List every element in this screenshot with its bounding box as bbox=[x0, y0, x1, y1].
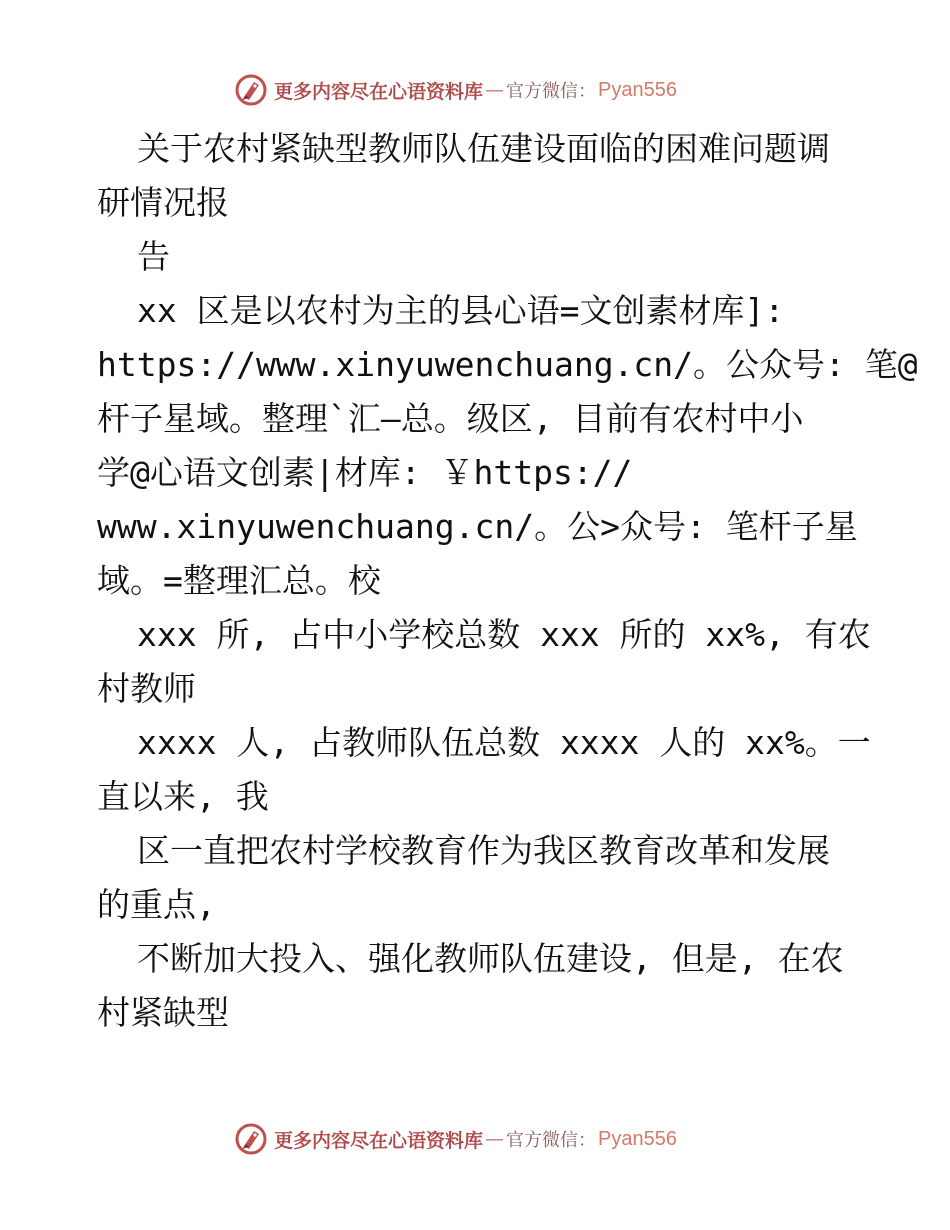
pen-nib-logo-icon bbox=[234, 1122, 268, 1156]
document-line: 的重点, bbox=[97, 885, 216, 924]
banner-separator: — bbox=[485, 1128, 505, 1150]
pen-nib-logo-icon bbox=[234, 73, 268, 107]
document-line: 村紧缺型 bbox=[97, 993, 229, 1032]
banner-brand-text: 更多内容尽在心语资料库 bbox=[274, 80, 484, 103]
banner-wechat-id: Pyan556 bbox=[598, 1127, 677, 1150]
banner-wechat-label: 官方微信： bbox=[506, 1130, 597, 1151]
banner-wechat-id: Pyan556 bbox=[598, 78, 677, 101]
document-line: 杆子星域。整理`汇—总。级区, 目前有农村中小 bbox=[97, 399, 804, 438]
document-line: 告 bbox=[137, 237, 170, 276]
banner-wechat-label: 官方微信： bbox=[506, 81, 597, 102]
document-line: www.xinyuwenchuang.cn/。公>众号: 笔杆子星 bbox=[97, 507, 858, 546]
banner-brand-text: 更多内容尽在心语资料库 bbox=[274, 1129, 484, 1152]
document-line: 学@心语文创素|材库: ￥https:// bbox=[97, 453, 633, 492]
banner-separator: — bbox=[485, 79, 505, 101]
document-line: 关于农村紧缺型教师队伍建设面临的困难问题调 bbox=[137, 129, 830, 168]
document-line: 村教师 bbox=[97, 669, 196, 708]
document-line: xxx 所, 占中小学校总数 xxx 所的 xx%, 有农 bbox=[137, 615, 871, 654]
document-line: 域。=整理汇总。校 bbox=[97, 561, 381, 600]
document-line: https://www.xinyuwenchuang.cn/。公众号: 笔@ bbox=[97, 345, 918, 384]
document-line: xx 区是以农村为主的县心语=文创素材库]: bbox=[137, 291, 785, 330]
header-banner bbox=[234, 73, 677, 107]
document-line: 研情况报 bbox=[97, 183, 229, 222]
document-body bbox=[97, 122, 918, 1040]
document-line: 不断加大投入、强化教师队伍建设, 但是, 在农 bbox=[137, 939, 844, 978]
document-line: xxxx 人, 占教师队伍总数 xxxx 人的 xx%。一 bbox=[137, 723, 871, 762]
footer-banner bbox=[234, 1122, 677, 1156]
document-line: 区一直把农村学校教育作为我区教育改革和发展 bbox=[137, 831, 830, 870]
document-line: 直以来, 我 bbox=[97, 777, 269, 816]
